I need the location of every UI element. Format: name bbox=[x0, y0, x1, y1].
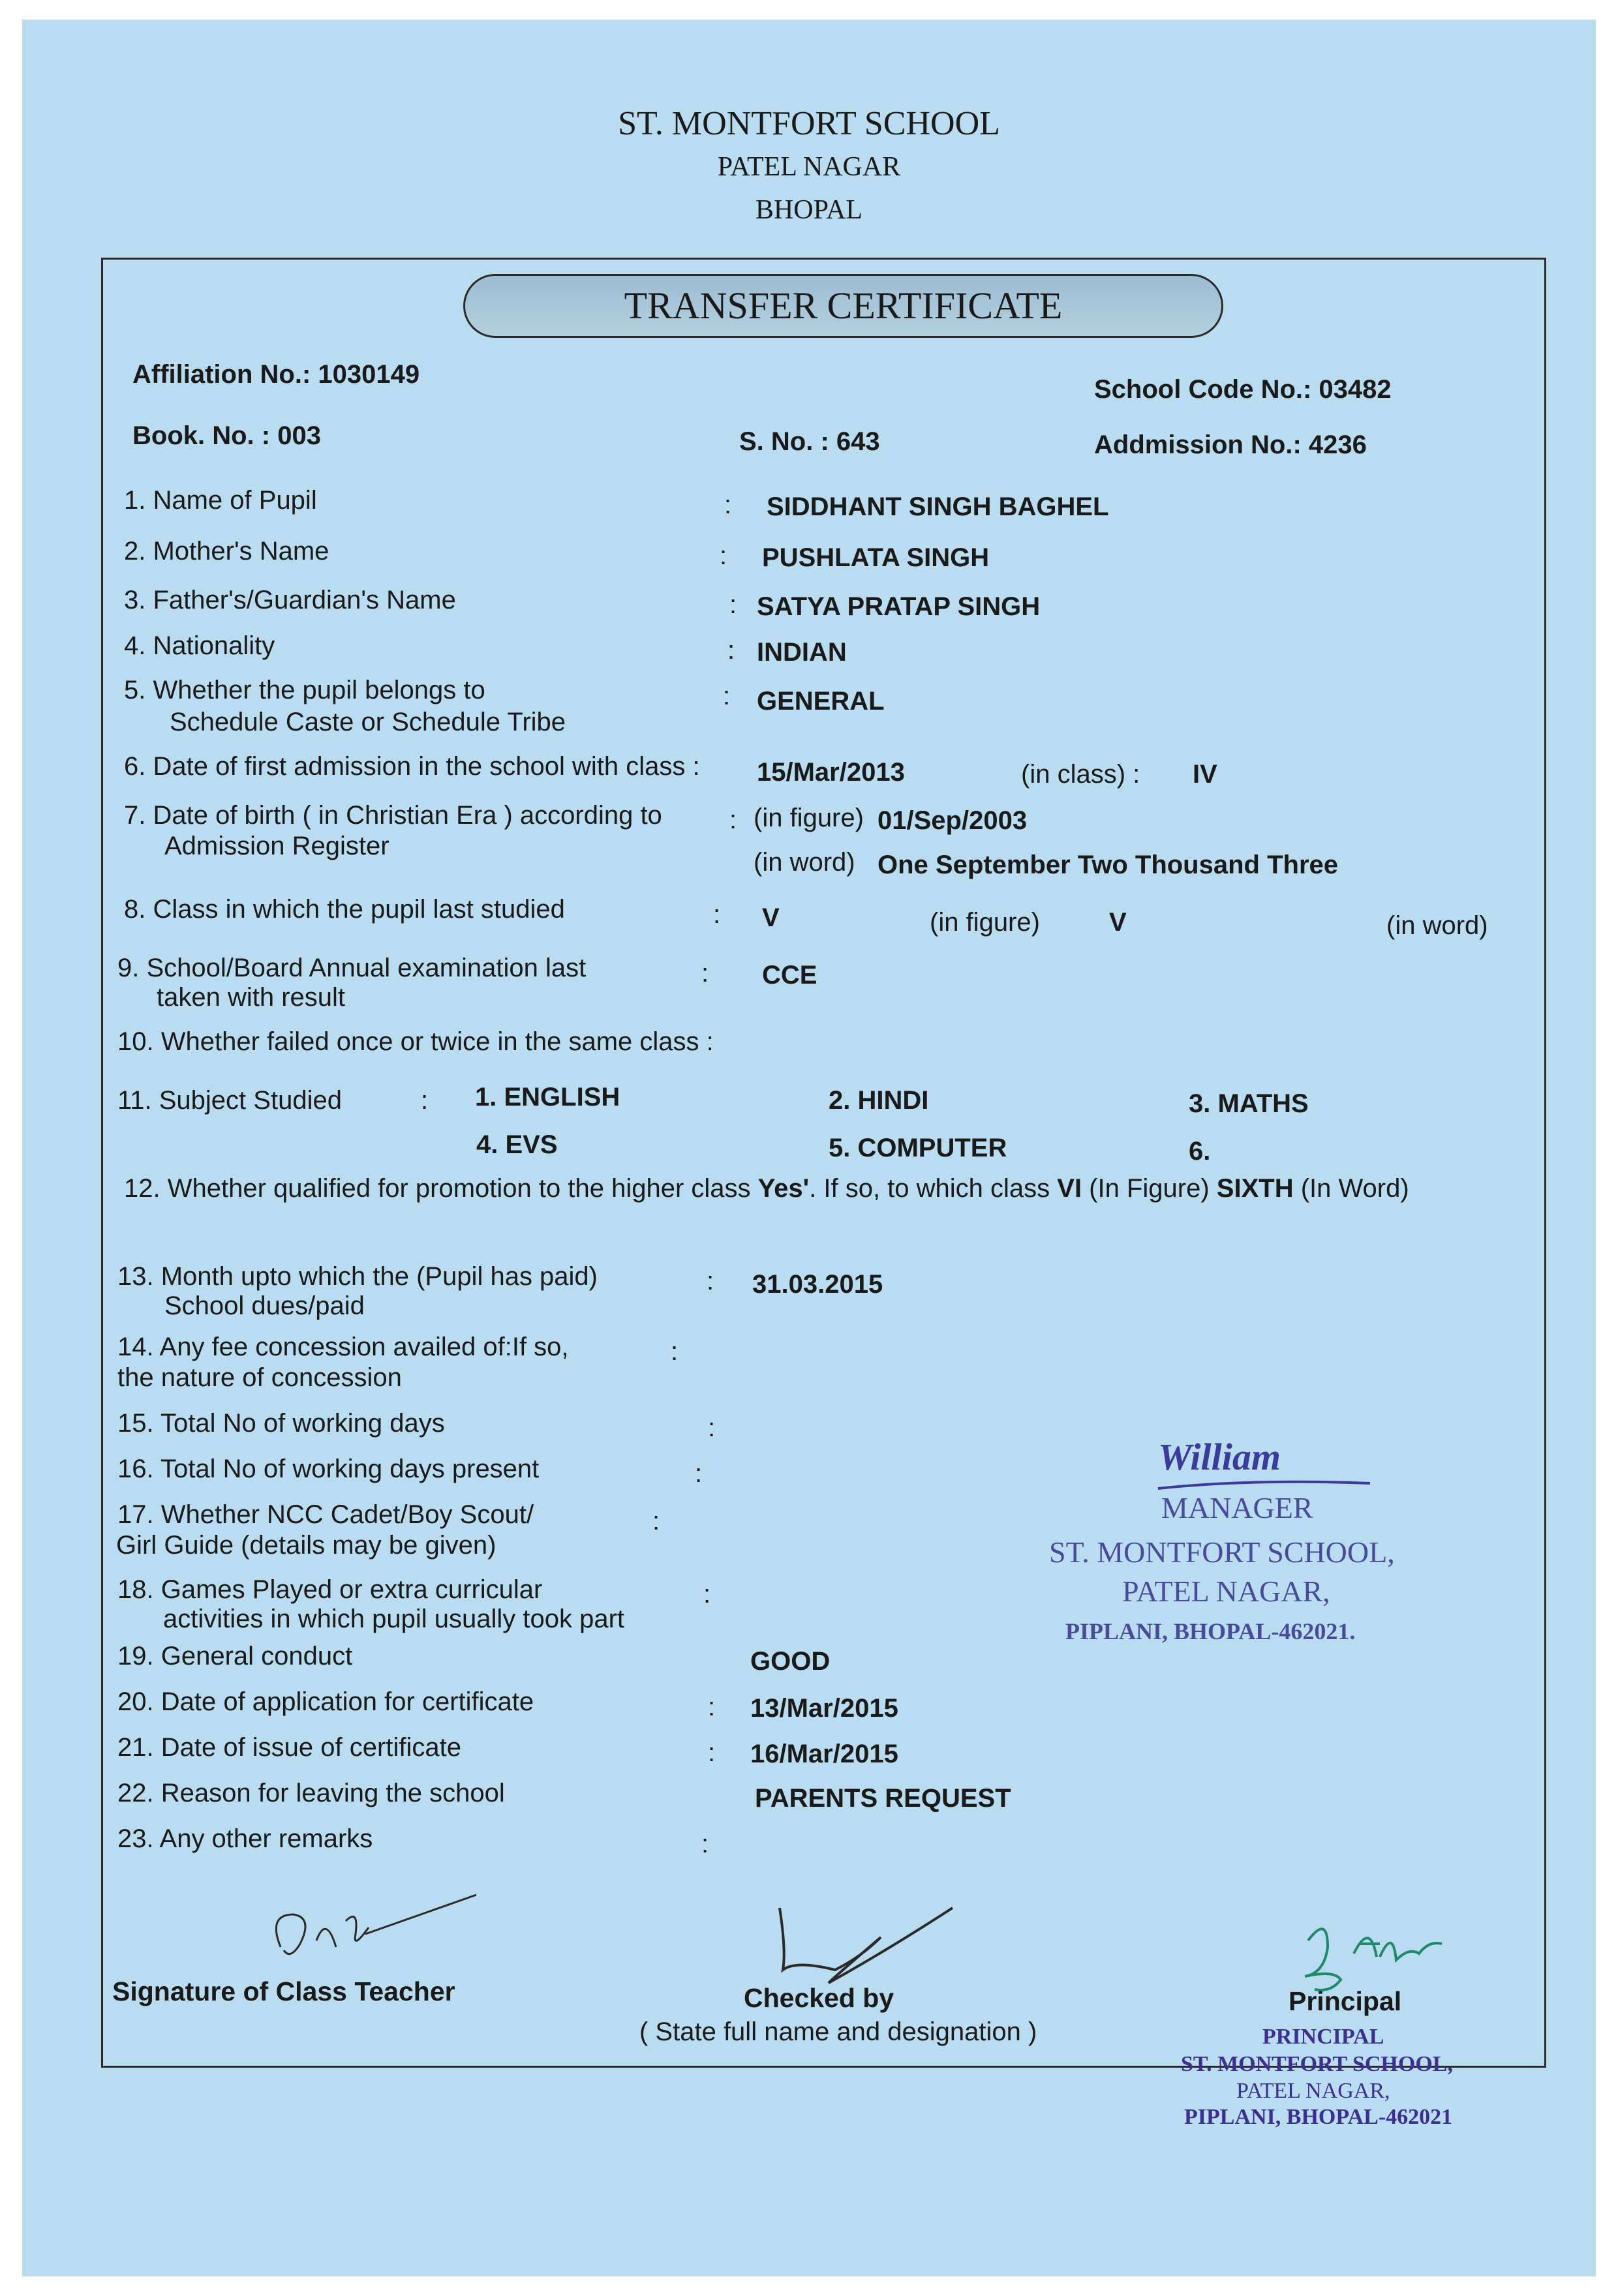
principal-label: Principal bbox=[1289, 1986, 1402, 2016]
manager-signature: William bbox=[1158, 1436, 1281, 1478]
school-city: BHOPAL bbox=[755, 195, 863, 225]
exam-result: CCE bbox=[762, 961, 817, 989]
last-class-word: V bbox=[1109, 908, 1127, 937]
father-name: SATYA PRATAP SINGH bbox=[757, 592, 1041, 621]
subject-item: 5. COMPUTER bbox=[829, 1134, 1007, 1162]
general-conduct: GOOD bbox=[750, 1647, 831, 1676]
field-label: Admission Register bbox=[164, 832, 389, 860]
serial-number: S. No. : 643 bbox=[739, 427, 880, 456]
field-label: School dues/paid bbox=[164, 1292, 365, 1320]
first-admission-date: 15/Mar/2013 bbox=[757, 758, 905, 787]
admission-class: IV bbox=[1193, 760, 1217, 789]
field-label: Schedule Caste or Schedule Tribe bbox=[170, 708, 566, 736]
field-label: the nature of concession bbox=[117, 1363, 402, 1392]
in-figure-label: (in figure) bbox=[930, 908, 1040, 937]
subject-item: 1. ENGLISH bbox=[475, 1083, 620, 1111]
certificate-title: TRANSFER CERTIFICATE bbox=[624, 284, 1063, 327]
promotion-line: 12. Whether qualified for promotion to the higher class Yes'. If so, to which class VI (In Figure) SIXTH (In Word) bbox=[124, 1174, 1409, 1203]
field-label: 23. Any other remarks bbox=[117, 1824, 373, 1853]
subject-item: 2. HINDI bbox=[829, 1086, 929, 1115]
field-label: 16. Total No of working days present bbox=[117, 1455, 540, 1483]
in-word-label: (in word) bbox=[1386, 911, 1488, 940]
class-teacher-signature bbox=[254, 1888, 489, 1986]
field-label: 17. Whether NCC Cadet/Boy Scout/ bbox=[117, 1500, 534, 1529]
field-label: 3. Father's/Guardian's Name bbox=[124, 586, 456, 614]
dues-paid-upto: 31.03.2015 bbox=[752, 1270, 883, 1299]
field-label: 21. Date of issue of certificate bbox=[117, 1733, 461, 1762]
field-label: 6. Date of first admission in the school with class : bbox=[124, 752, 700, 781]
field-label: 9. School/Board Annual examination last bbox=[117, 954, 587, 982]
field-label: 22. Reason for leaving the school bbox=[117, 1779, 505, 1807]
field-label: 13. Month upto which the (Pupil has paid) bbox=[117, 1262, 598, 1291]
checked-by-label: Checked by bbox=[744, 1983, 894, 2013]
dob-figure: 01/Sep/2003 bbox=[878, 806, 1028, 835]
school-code: School Code No.: 03482 bbox=[1094, 375, 1392, 404]
field-label: 18. Games Played or extra curricular bbox=[117, 1575, 543, 1604]
principal-stamp-line: ST. MONTFORT SCHOOL, bbox=[1181, 2052, 1453, 2076]
subject-item: 6. bbox=[1189, 1137, 1211, 1166]
field-label: 10. Whether failed once or twice in the same class : bbox=[117, 1027, 714, 1056]
last-class-figure: V bbox=[762, 903, 780, 932]
field-label: 7. Date of birth ( in Christian Era ) according to bbox=[124, 801, 662, 830]
affiliation-number: Affiliation No.: 1030149 bbox=[132, 360, 420, 389]
field-label: 19. General conduct bbox=[117, 1642, 353, 1670]
field-label: 1. Name of Pupil bbox=[124, 486, 317, 515]
leaving-reason: PARENTS REQUEST bbox=[755, 1784, 1011, 1813]
nationality: INDIAN bbox=[757, 638, 847, 667]
manager-stamp-line: PATEL NAGAR, bbox=[1122, 1575, 1330, 1608]
field-label: 2. Mother's Name bbox=[124, 537, 329, 566]
pupil-name: SIDDHANT SINGH BAGHEL bbox=[767, 492, 1109, 521]
subject-item: 3. MATHS bbox=[1189, 1089, 1309, 1118]
principal-stamp-title: PRINCIPAL bbox=[1262, 2025, 1384, 2049]
field-label: activities in which pupil usually took part bbox=[163, 1605, 625, 1633]
manager-stamp-line: ST. MONTFORT SCHOOL, bbox=[1049, 1535, 1395, 1569]
in-figure-label: (in figure) bbox=[754, 804, 864, 832]
field-label: Girl Guide (details may be given) bbox=[116, 1531, 496, 1560]
dob-word: One September Two Thousand Three bbox=[878, 851, 1339, 879]
manager-title: MANAGER bbox=[1161, 1491, 1313, 1524]
mother-name: PUSHLATA SINGH bbox=[762, 543, 990, 572]
field-label: 11. Subject Studied bbox=[117, 1086, 342, 1115]
manager-stamp-line: PIPLANI, BHOPAL-462021. bbox=[1065, 1618, 1356, 1644]
school-locality: PATEL NAGAR bbox=[717, 152, 901, 182]
subject-item: 4. EVS bbox=[476, 1130, 558, 1159]
field-label: 20. Date of application for certificate bbox=[117, 1687, 534, 1716]
field-label: 8. Class in which the pupil last studied bbox=[124, 895, 565, 924]
application-date: 13/Mar/2015 bbox=[750, 1694, 898, 1723]
field-label: taken with result bbox=[157, 983, 346, 1012]
checked-by-note: ( State full name and designation ) bbox=[639, 2017, 1037, 2046]
in-class-label: (in class) : bbox=[1021, 760, 1140, 789]
principal-signature bbox=[1289, 1908, 1458, 1999]
admission-number: Addmission No.: 4236 bbox=[1094, 430, 1367, 459]
field-label: 5. Whether the pupil belongs to bbox=[124, 676, 485, 704]
principal-stamp-line: PATEL NAGAR, bbox=[1236, 2079, 1390, 2103]
school-name: ST. MONTFORT SCHOOL bbox=[618, 105, 1000, 142]
class-teacher-label: Signature of Class Teacher bbox=[112, 1976, 455, 2006]
category: GENERAL bbox=[757, 687, 885, 716]
issue-date: 16/Mar/2015 bbox=[750, 1740, 898, 1768]
field-label: 14. Any fee concession availed of:If so, bbox=[117, 1333, 569, 1361]
in-word-label: (in word) bbox=[754, 848, 855, 877]
field-label: 4. Nationality bbox=[124, 631, 275, 660]
field-label: 15. Total No of working days bbox=[117, 1409, 445, 1438]
book-number: Book. No. : 003 bbox=[132, 421, 321, 450]
principal-stamp-line: PIPLANI, BHOPAL-462021 bbox=[1184, 2105, 1453, 2129]
